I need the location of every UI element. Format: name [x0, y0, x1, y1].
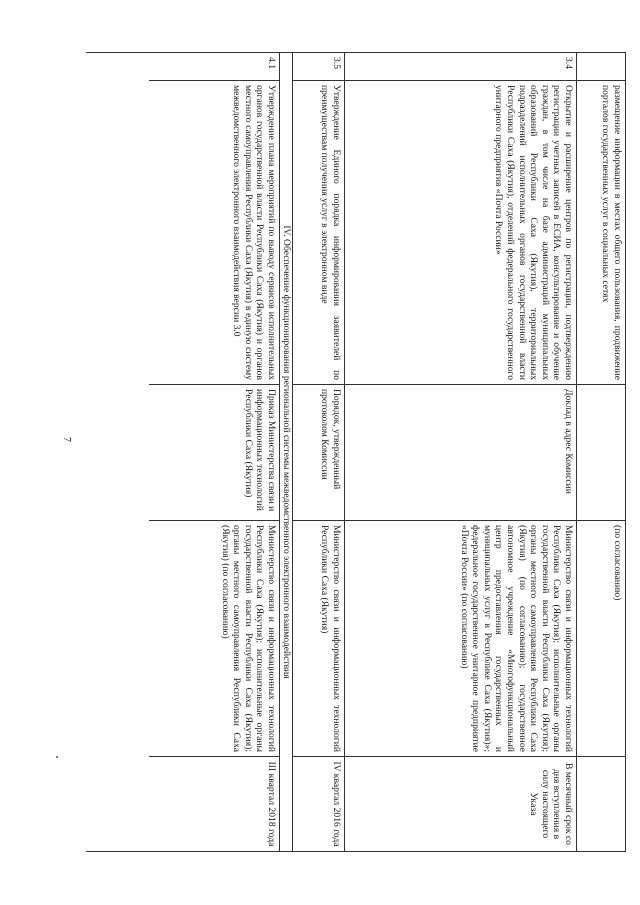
scan-speck: [56, 756, 58, 758]
row-number: 3.4: [344, 52, 576, 80]
deadline-cell: IV квартал 2016 года: [292, 756, 344, 852]
executor-cell: (по согласованию): [576, 520, 625, 756]
row-number: 3.5: [292, 52, 344, 80]
page-number: 7: [61, 437, 72, 442]
event-cell: Утверждение Единого порядка информирования заявителей по преимуществам получения услуг в электронном виде: [292, 80, 344, 384]
result-cell: Порядок, утвержденный протоколом Комиссии: [292, 384, 344, 520]
deadline-cell: III квартал 2018 года: [149, 756, 279, 852]
table-row: [344, 52, 577, 852]
deadline-cell: [576, 756, 625, 852]
table-row: [149, 52, 280, 852]
result-cell: [576, 384, 625, 520]
event-cell: размещение информации в местах общего пользования, продвижение порталов государственных услуг в социальных сетях: [576, 80, 625, 384]
row-number: 4.1: [149, 52, 279, 80]
table-row: [576, 52, 626, 852]
table-row: [292, 52, 345, 852]
rotated-table-sheet: [86, 52, 626, 852]
table-continuation: [86, 52, 150, 852]
executor-cell: Министерство связи и информационных технологий Республики Саха (Якутия): [292, 520, 344, 756]
deadline-cell: В месячный срок со дня вступления в силу настоящего Указа: [344, 756, 576, 852]
result-cell: Приказ Министерства связи и информационных технологий Республики Саха (Якутия): [149, 384, 279, 520]
section-heading: IV. Обеспечение функционирования региональной системы межведомственного электронного взаимодействия: [280, 52, 293, 852]
row-number: [576, 52, 625, 80]
executor-cell: Министерство связи и информационных технологий Республики Саха (Якутия); исполнительные органы государственной власти Республики Саха (Якутия); органы местного самоуправления Республики Саха (Якутия) (по согласованию); государственное автономное учреждение «Многофункциональный центр предоставления государственных и муниципальных услуг в Республике Саха (Якутия)»; федеральное государственное унитарное предприятие «Почта России» (по согласованию): [344, 520, 576, 756]
result-cell: Доклад в адрес Комиссии: [344, 384, 576, 520]
event-cell: Утверждение плана мероприятий по выводу сервисов исполнительных органов государственной власти Республики Саха (Якутия) и органов местного самоуправления Республики Саха (Якутия) в единую систему межведомственного электронного взаимодействия версии 3.0: [149, 80, 279, 384]
event-cell: Открытие и расширение центров по регистрации, подтверждению регистрации учетных записей в ЕСИА, консультирование и обучение граждан, в том числе на базе администраций муниципальных образований Республики Саха (Якутия), территориальных подразделений исполнительных органов государственной власти Республики Саха (Якутия), отделений федерального государственного унитарного предприятия «Почта России»: [344, 80, 576, 384]
executor-cell: Министерство связи и информационных технологий Республики Саха (Якутия); исполнительные органы государственной власти Республики Саха (Якутия); органы местного самоуправления Республики Саха (Якутия) (по согласованию): [149, 520, 279, 756]
